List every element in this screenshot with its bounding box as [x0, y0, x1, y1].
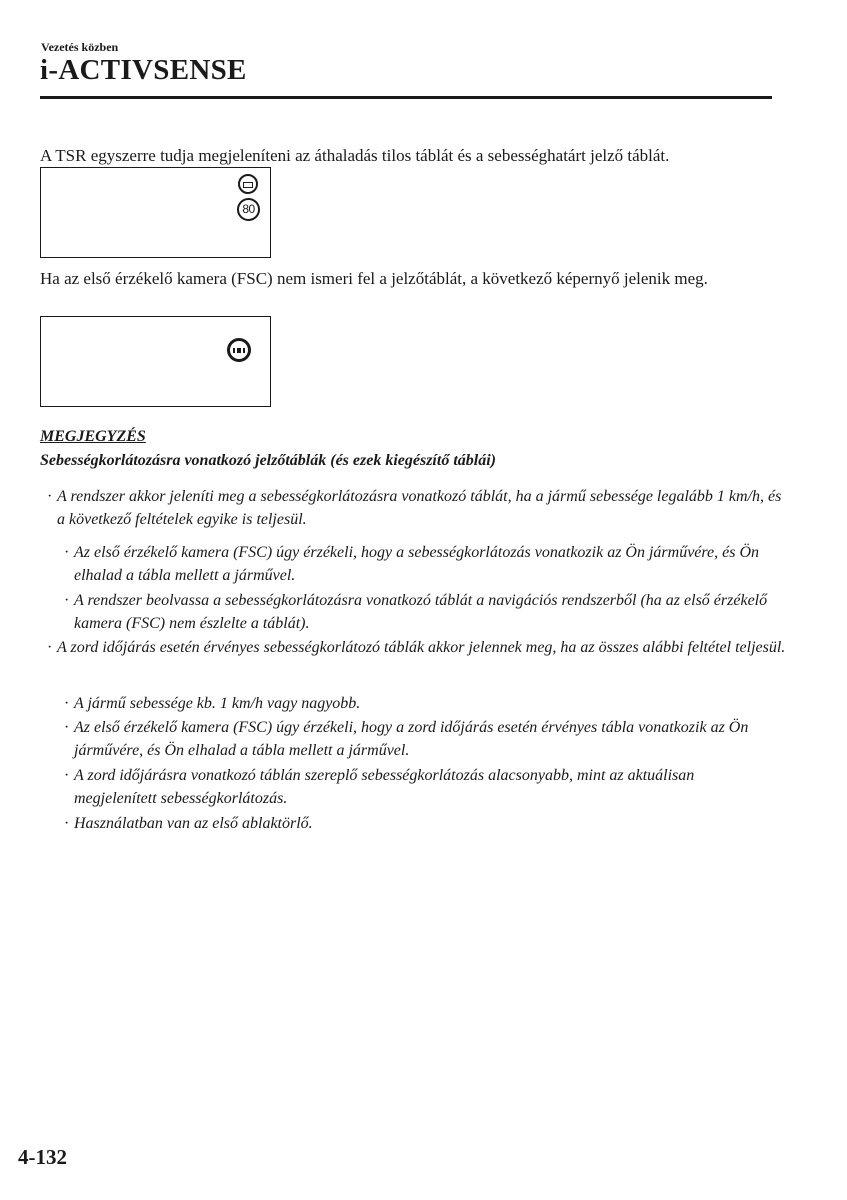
bullet-icon: ·	[64, 695, 70, 712]
bullet-icon: ·	[64, 719, 70, 736]
page-title: i-ACTIVSENSE	[40, 54, 247, 86]
note-heading: MEGJEGYZÉS	[40, 428, 146, 445]
list-item-text: A jármű sebessége kb. 1 km/h vagy nagyobb.	[74, 695, 361, 712]
bullet-icon: ·	[47, 639, 53, 656]
list-item-text: A zord időjárás esetén érvényes sebességkorlátozó táblák akkor jelennek meg, ha az összes alábbi feltétel teljesül.	[57, 639, 786, 656]
list-item-text: Az első érzékelő kamera (FSC) úgy érzékeli, hogy a sebességkorlátozás vonatkozik az Ön járművére, és Ön elhalad a tábla mellett a járművel.	[74, 544, 760, 584]
list-item	[64, 541, 774, 587]
list-item	[64, 692, 774, 715]
list-item	[47, 485, 787, 531]
bullet-icon: ·	[64, 544, 70, 561]
list-item	[64, 716, 774, 762]
unrecognized-sign-icon	[227, 338, 251, 362]
intro-paragraph-1: A TSR egyszerre tudja megjeleníteni az áthaladás tilos táblát és a sebességhatárt jelző táblát.	[40, 146, 670, 165]
speed-limit-sign-icon: 80	[237, 198, 260, 221]
list-item-text: A rendszer akkor jeleníti meg a sebességkorlátozásra vonatkozó táblát, ha a jármű sebessége legalább 1 km/h, és a következő feltételek egyike is teljesül.	[57, 488, 782, 528]
no-overtaking-sign-icon	[238, 174, 258, 194]
bullet-icon: ·	[47, 488, 53, 505]
bullet-icon: ·	[64, 592, 70, 609]
title-divider	[40, 96, 772, 99]
intro-paragraph-2: Ha az első érzékelő kamera (FSC) nem ismeri fel a jelzőtáblát, a következő képernyő jelenik meg.	[40, 269, 708, 288]
list-item-text: A rendszer beolvassa a sebességkorlátozásra vonatkozó táblát a navigációs rendszerből (ha az első érzékelő kamera (FSC) nem észlelte a táblát).	[74, 592, 768, 632]
display-illustration-1	[40, 167, 271, 258]
list-item-text: A zord időjárásra vonatkozó táblán szereplő sebességkorlátozás alacsonyabb, mint az aktuálisan megjelenített sebességkorlátozás.	[74, 767, 695, 807]
note-subheading: Sebességkorlátozásra vonatkozó jelzőtáblák (és ezek kiegészítő táblái)	[40, 452, 496, 469]
list-item	[64, 589, 774, 635]
display-illustration-2	[40, 316, 271, 407]
bullet-icon: ·	[64, 815, 70, 832]
list-item	[64, 764, 774, 810]
list-item	[47, 636, 787, 659]
list-item	[64, 812, 774, 835]
bullet-icon: ·	[64, 767, 70, 784]
list-item-text: Az első érzékelő kamera (FSC) úgy érzékeli, hogy a zord időjárás esetén érvényes tábla vonatkozik az Ön járművére, és Ön elhalad a tábla mellett a járművel.	[74, 719, 749, 759]
section-label: Vezetés közben	[41, 40, 119, 54]
list-item-text: Használatban van az első ablaktörlő.	[74, 815, 313, 832]
page-number: 4-132	[18, 1145, 67, 1169]
